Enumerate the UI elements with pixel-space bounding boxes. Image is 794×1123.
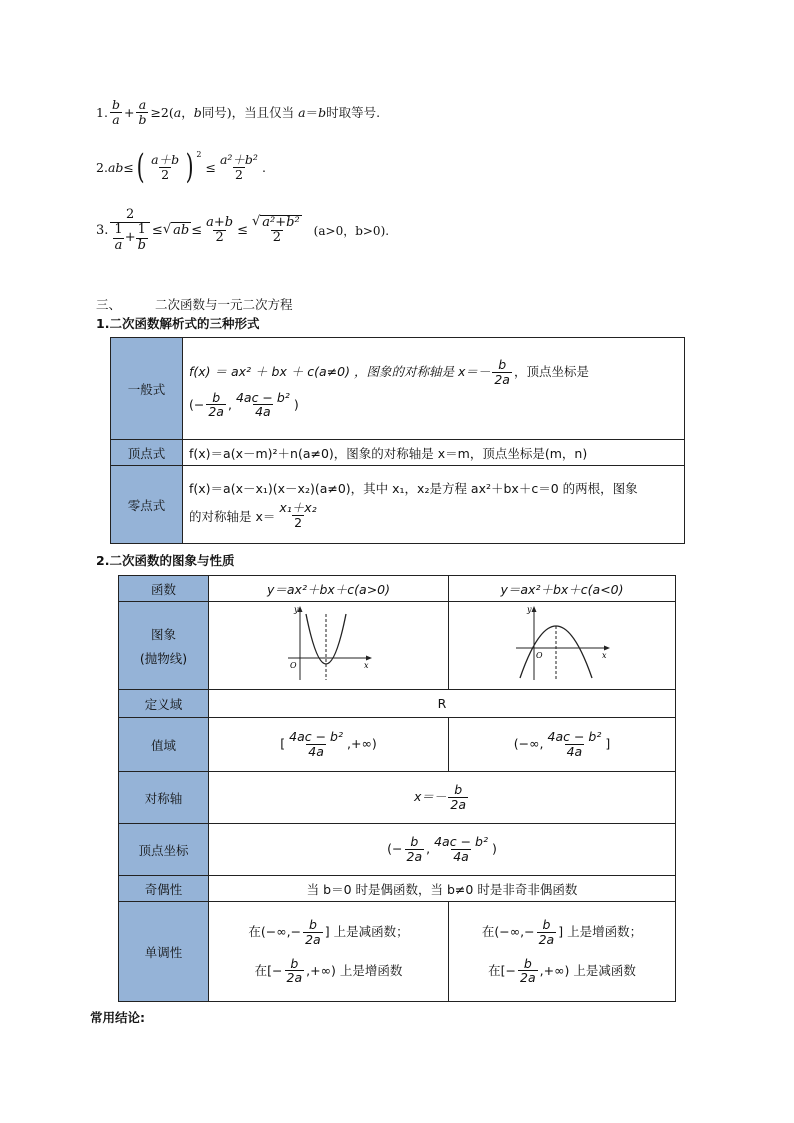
table-row <box>111 440 685 466</box>
vertex-form-cell: f(x)＝a(x－m)²＋n(a≠0)，图象的对称轴是 x＝m，顶点坐标是(m，n) <box>183 440 685 466</box>
table-row <box>111 466 685 544</box>
fraction-b-over-a: $\frac{b}{a}$ <box>111 97 120 127</box>
row-label-general: 一般式 <box>111 338 183 440</box>
formula-number: 1. <box>96 104 108 120</box>
zero-form-cell: f(x)＝a(x－x₁)(x－x₂)(a≠0)，其中 x₁，x₂是方程 ax²＋bx＋c＝0 的两根，图象 的对称轴是 x＝ $\frac{\text{x₁＋x₂}}{2}$ <box>183 466 685 544</box>
svg-text:x: x <box>602 651 607 660</box>
svg-text:O: O <box>289 661 297 670</box>
axis-value: x＝－ $\frac{b}{2a}$ <box>209 772 676 824</box>
properties-table <box>118 575 676 1002</box>
table-row: 单调性 在(−∞,− $\frac{b}{2a}$ ] 上是减函数； 在[− $\frac{b}{2a}$ ,+∞) 上是增函数 在(−∞,− $\frac{b}{2a}$ ] 上是增函数； 在[− $\frac{b}{2a}$ ,+∞) 上是减函数 <box>119 902 676 1002</box>
table-row: 定义域 R <box>119 690 676 718</box>
monotonicity-down-cell: 在(−∞,− $\frac{b}{2a}$ ] 上是增函数； 在[− $\frac{b}{2a}$ ,+∞) 上是减函数 <box>449 902 676 1002</box>
domain-value: R <box>209 690 676 718</box>
parity-value: 当 b＝0 时是偶函数，当 b≠0 时是非奇非偶函数 <box>209 876 676 902</box>
footer-heading: 常用结论: <box>90 1010 145 1025</box>
formula-1: 1. $\frac{b}{a}$ + $\frac{a}{b}$ ≥2( a ， b 同号)，当且仅当 a ＝ b 时取等号. <box>96 97 381 127</box>
harmonic-mean-fraction: 2 $\frac{1}{a}$ + $\frac{1}{b}$ <box>110 208 150 253</box>
row-label-vertex: 顶点式 <box>111 440 183 466</box>
formula-3: 3. 2 $\frac{1}{a}$ + $\frac{1}{b}$ ≤ √ ab ≤ $\frac{a+b}{2}$ ≤ √ a²+b² 2 (a>0，b>0). <box>96 207 390 253</box>
svg-text:y: y <box>293 605 299 614</box>
fraction-a2-plus-b2-over-2: $\frac{\text{a²＋b²}}{2}$ <box>219 151 258 182</box>
graph-downward-cell <box>449 602 676 690</box>
range-up-cell: [ $\frac{\text{4ac − b²}}{4a}$ ,+∞) <box>209 718 449 772</box>
graph-upward-cell <box>209 602 449 690</box>
monotonicity-up-cell: 在(−∞,− $\frac{b}{2a}$ ] 上是减函数； 在[− $\frac{b}{2a}$ ,+∞) 上是增函数 <box>209 902 449 1002</box>
table-row: 奇偶性 当 b＝0 时是偶函数，当 b≠0 时是非奇非偶函数 <box>119 876 676 902</box>
table-row: 对称轴 x＝－ $\frac{b}{2a}$ <box>119 772 676 824</box>
sqrt-ab: √ ab <box>162 222 190 239</box>
svg-text:x: x <box>363 661 369 670</box>
fraction-a-over-b: $\frac{a}{b}$ <box>138 97 147 127</box>
fraction-quadratic-mean: √ a²+b² 2 <box>251 214 300 246</box>
fraction-arith-mean: $\frac{a+b}{2}$ <box>206 214 234 245</box>
section-heading: 三、 二次函数与一元二次方程 <box>96 297 293 312</box>
formula-2: 2. ab ≤ ( $\frac{a+b}{2}$ ) $^2$ ≤ $\frac{\text{a²＋b²}}{2}$ . <box>96 147 266 187</box>
forms-table <box>110 337 685 544</box>
parabola-down-graph <box>512 604 612 684</box>
svg-text:y: y <box>527 605 532 614</box>
table-row <box>119 602 676 690</box>
general-form-cell: f(x) ＝ ax² ＋ bx ＋ c(a≠0) ，图象的对称轴是 x＝－ $\frac{b}{2a}$ ，顶点坐标是 (− $\frac{b}{2a}$ , $\frac{\text{4ac − b²}}{4a}$ ) <box>183 338 685 440</box>
fraction-a-plus-b-over-2: $\frac{a+b}{2}$ <box>151 151 180 182</box>
table-row: 值域 [ $\frac{\text{4ac − b²}}{4a}$ ,+∞) (−∞, $\frac{\text{4ac − b²}}{4a}$ ] <box>119 718 676 772</box>
subsection-title-1: 1.二次函数解析式的三种形式 <box>96 316 260 331</box>
table-row: 函数 y＝ax²＋bx＋c(a>0) y＝ax²＋bx＋c(a<0) <box>119 576 676 602</box>
row-label-zero: 零点式 <box>111 466 183 544</box>
graph-label: 图象 (抛物线) <box>119 602 209 690</box>
vertex-value: (− $\frac{b}{2a}$ , $\frac{\text{4ac − b²}}{4a}$ ) <box>209 824 676 876</box>
svg-text:O: O <box>536 651 543 660</box>
table-row: 顶点坐标 (− $\frac{b}{2a}$ , $\frac{\text{4ac − b²}}{4a}$ ) <box>119 824 676 876</box>
table-row <box>111 338 685 440</box>
range-down-cell: (−∞, $\frac{\text{4ac − b²}}{4a}$ ] <box>449 718 676 772</box>
subsection-title-2: 2.二次函数的图象与性质 <box>96 553 235 568</box>
parabola-up-graph <box>284 604 374 684</box>
